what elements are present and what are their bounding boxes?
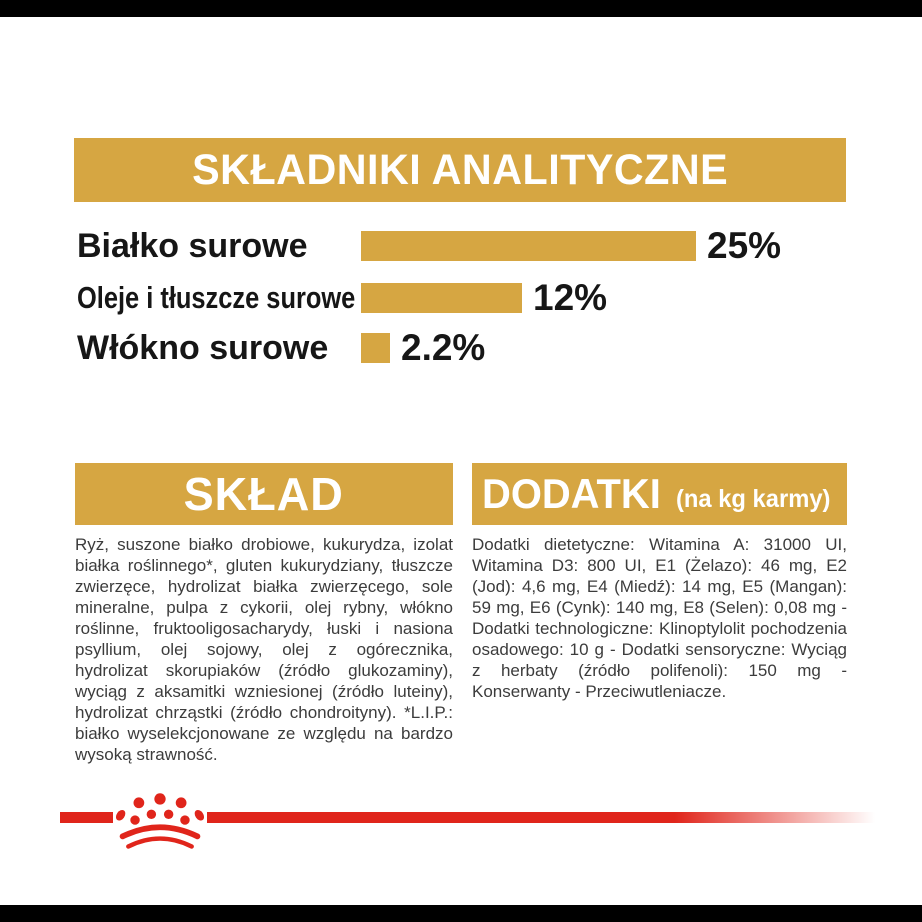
brand-rule-left — [60, 812, 113, 823]
bar-label-protein: Białko surowe — [77, 226, 308, 265]
bar-value-fiber: 2.2% — [401, 327, 486, 368]
brand-rule-right — [207, 812, 875, 823]
chart-row-fiber — [77, 327, 486, 368]
analytics-title: SKŁADNIKI ANALITYCZNE — [191, 145, 729, 194]
bar-protein — [361, 231, 696, 261]
additives-title: DODATKI — [482, 470, 661, 517]
analytics-section-header — [74, 138, 846, 202]
bar-label-fiber: Włókno surowe — [77, 328, 329, 367]
composition-header — [75, 463, 453, 525]
bar-value-fats: 12% — [533, 277, 608, 318]
additives-subtitle: (na kg karmy) — [676, 484, 831, 513]
top-border-bar — [0, 0, 922, 17]
additives-text: Dodatki dietetyczne: Witamina A: 31000 UI, Witamina D3: 800 UI, E1 (Żelazo): 46 mg, E2 (Jod): 4,6 mg, E4 (Miedź): 14 mg, E5 (Mangan): 59 mg, E6 (Cynk): 140 mg, E8 (Selen): 0,08 mg - Dodatki technologiczne: Klinoptylolit pochodzenia osadowego: 10 g - Dodatki sensoryczne: Wyciąg z herbaty (źródło polifenoli): 150 mg - Konserwanty - Przeciwutleniacze. — [472, 535, 847, 701]
bar-value-protein: 25% — [707, 225, 782, 266]
royal-canin-crown-logo — [112, 791, 208, 853]
bar-label-fats: Oleje i tłuszcze surowe — [77, 280, 356, 315]
composition-title: SKŁAD — [183, 468, 345, 520]
bar-fats — [361, 283, 522, 313]
bar-fiber — [361, 333, 390, 363]
chart-row-protein — [77, 225, 782, 266]
additives-section — [472, 463, 847, 702]
composition-section — [75, 463, 453, 765]
composition-text: Ryż, suszone białko drobiowe, kukurydza, izolat białka roślinnego*, gluten kukurydziany, tłuszcze zwierzęce, hydrolizat białka zwierzęcego, sole mineralne, pulpa z cykorii, olej rybny, włókno roślinne, fruktooligosacharydy, łuski i nasiona psyllium, olej sojowy, olej z ogórecznika, hydrolizat skorupiaków (źródło glukozaminy), wyciąg z aksamitki wzniesionej (źródło luteiny), hydrolizat chrząstki (źródło chondroityny). *L.I.P.: białko wyselekcjonowane ze względu na bardzo wysoką strawność. — [75, 535, 453, 764]
bottom-border-bar — [0, 905, 922, 922]
chart-row-fats — [77, 277, 608, 318]
additives-header — [472, 463, 847, 525]
